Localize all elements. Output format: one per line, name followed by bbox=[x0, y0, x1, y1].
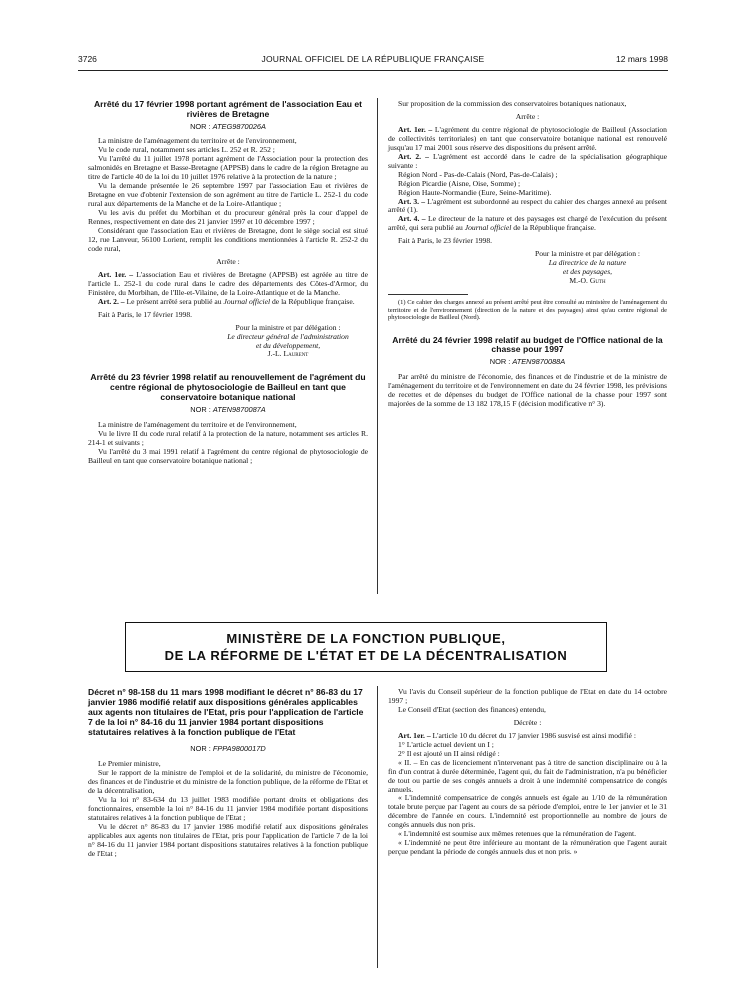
decret-title: Décret n° 98-158 du 11 mars 1998 modifiant le décret n° 86-83 du 17 janvier 1986 modifié relatif aux dispositions générales applicables aux agents non titulaires de l'Etat, pris pour l'application de l'article 7 de la loi n° 84-16 du 11 janvier 1984 portant dispositions statutaires relatives à la fonction publique de l'Etat bbox=[88, 687, 364, 737]
arrete1-para: Vu les avis du préfet du Morbihan et du procureur général près la cour d'appel de Rennes, respectivement en date des 21 janvier 1997 et 10 décembre 1997 ; bbox=[88, 208, 368, 227]
column-divider bbox=[377, 98, 378, 594]
ministry-banner bbox=[125, 622, 607, 672]
arrete1-signature-intro: Pour la ministre et par délégation : bbox=[235, 322, 341, 332]
arrete2-title: Arrêté du 23 février 1998 relatif au renouvellement de l'agrément du centre régional de phytosociologie de Bailleul en tant que conservatoire botanique national bbox=[90, 372, 366, 403]
arrete2-fait: Fait à Paris, le 23 février 1998. bbox=[398, 236, 493, 246]
arrete2-para: Vu l'arrêté du 3 mai 1991 relatif à l'agrément du centre régional de phytosociologie de Bailleul en tant que conservatoire botanique national ; bbox=[88, 446, 368, 465]
decret-para: Vu le décret n° 86-83 du 17 janvier 1986 modifié relatif aux dispositions générales applicables aux agents non titulaires de l'Etat, pris pour l'application de l'article 7 de la loi n° 84-16 du 11 janvier 1984 portant dispositions statutaires relatives à la fonction publique de l'Etat ; bbox=[88, 821, 368, 858]
footnote-separator bbox=[388, 294, 468, 295]
page-number: 3726 bbox=[78, 54, 97, 64]
arrete1-title: Arrêté du 17 février 1998 portant agrément de l'association Eau et rivières de Bretagne bbox=[93, 99, 363, 119]
decret-para: Vu la loi n° 83-634 du 13 juillet 1983 modifiée portant droits et obligations des fonctionnaires, ensemble la loi n° 84-16 du 11 janvier 1984 modifiée portant dispositions statutaires relatives à la fonction publique de l'Etat ; bbox=[88, 794, 368, 822]
arrete1-fait: Fait à Paris, le 17 février 1998. bbox=[98, 309, 193, 319]
arrete3-text: Par arrêté du ministre de l'économie, des finances et de l'industrie et de la ministre de l'aménagement du territoire et de l'environnement en date du 24 février 1998, les prévisions de recettes et de dépenses du budget de l'Office national de la chasse pour 1997 sont majorées de la somme de 13 182 178,15 F (décision modificative n° 3). bbox=[388, 372, 667, 408]
arrete1-signature-name: J.-L. Laurent bbox=[267, 349, 309, 359]
arrete1-arrete-label: Arrête : bbox=[216, 256, 240, 266]
decret-para: Sur le rapport de la ministre de l'emploi et de la solidarité, du ministre de l'économie, des finances et de l'industrie et du ministre de la fonction publique, de la réforme de l'Etat et de la décentralisation, bbox=[88, 768, 368, 795]
decret-quote: « II. – En cas de licenciement n'intervenant pas à titre de sanction disciplinaire ou à la fin d'un contrat à durée déterminée, l'agent qui, du fait de l'administration, n'a pu bénéficier de tout ou partie de ses congés annuels a droit à une indemnité compensatrice de congés annuels. bbox=[388, 757, 667, 794]
left-column-upper bbox=[88, 100, 368, 466]
arrete1-nor: NOR : ATEG9870026A bbox=[190, 121, 266, 131]
decret-quote: « L'indemnité est soumise aux mêmes retenues que la rémunération de l'agent. bbox=[398, 829, 637, 839]
decret-intro: Le Premier ministre, bbox=[98, 759, 161, 769]
arrete1-para: La ministre de l'aménagement du territoire et de l'environnement, bbox=[98, 136, 297, 146]
arrete1-para: Vu le code rural, notamment ses articles L. 252 et R. 252 ; bbox=[98, 145, 275, 155]
arrete1-article-2: Art. 2. – Le présent arrêté sera publié au Journal officiel de la République française. bbox=[98, 296, 355, 306]
decret-quote: « L'indemnité ne peut être inférieure au montant de la rémunération que l'agent aurait perçue pendant la période de congés annuels dus et non pris. » bbox=[388, 838, 667, 857]
decret-item: 2° Il est ajouté un II ainsi rédigé : bbox=[398, 748, 500, 758]
arrete2-signature-role: La directrice de la nature bbox=[548, 258, 627, 268]
column-divider bbox=[377, 686, 378, 968]
arrete2-signature-intro: Pour la ministre et par délégation : bbox=[534, 249, 641, 259]
right-column-upper bbox=[388, 100, 667, 409]
page-header bbox=[78, 54, 668, 68]
region-item: Région Picardie (Aisne, Oise, Somme) ; bbox=[398, 178, 521, 188]
decret-decrete-label: Décrète : bbox=[513, 717, 542, 727]
decret-nor: NOR : FPPA9800017D bbox=[190, 744, 266, 754]
issue-date: 12 mars 1998 bbox=[616, 54, 668, 64]
arrete3-title: Arrêté du 24 février 1998 relatif au budget de l'Office national de la chasse pour 1997 bbox=[392, 334, 663, 355]
header-rule bbox=[78, 70, 668, 71]
region-list bbox=[388, 171, 667, 198]
arrete1-signature-role: Le directeur général de l'administration bbox=[227, 331, 349, 341]
arrete2-nor: NOR : ATEN9870087A bbox=[190, 405, 266, 415]
arrete1-para: Vu l'arrêté du 11 juillet 1978 portant agrément de l'Association pour la protection des salmonidés en Bretagne et Basse-Bretagne (APPSB) dans le cadre de la région Bretagne au titre de l'article 40 de la loi du 10 juillet 1976 relative à la protection de la nature ; bbox=[88, 154, 368, 182]
arrete2-para: La ministre de l'aménagement du territoire et de l'environnement, bbox=[98, 419, 297, 429]
arrete1-signature-role: et du développement, bbox=[255, 340, 321, 350]
arrete2-para: Vu le livre II du code rural relatif à la protection de la nature, notamment ses articles R. 214-1 et suivants ; bbox=[88, 428, 368, 447]
ministry-banner-line: DE LA RÉFORME DE L'ÉTAT ET DE LA DÉCENTRALISATION bbox=[164, 648, 568, 663]
decret-article-1: Art. 1er. – L'article 10 du décret du 17 janvier 1986 susvisé est ainsi modifié : bbox=[398, 730, 636, 740]
left-column-lower bbox=[88, 688, 368, 859]
right-column-lower bbox=[388, 688, 667, 857]
decret-quote: « L'indemnité compensatrice de congés annuels est égale au 1/10 de la rémunération totale brute perçue par l'agent au cours de sa période d'emploi, entre le 1er janvier et le 31 décembre de l'année en cours. L'indemnité est proportionnelle au nombre de jours de congés annuels dus non pris. bbox=[388, 793, 667, 830]
arrete1-article-1: Art. 1er. – L'association Eau et rivières de Bretagne (APPSB) est agréée au titre de l'article L. 252-1 du code rural dans le cadre des départements des Côtes-d'Armor, du Finistère, du Morbihan, de l'Ille-et-Vilaine, de la Loire-Atlantique et de la Manche. bbox=[88, 269, 368, 297]
arrete1-para: Vu la demande présentée le 26 septembre 1997 par l'association Eau et rivières de Bretagne en vue d'obtenir l'extension de son agrément au titre de l'article L. 252-1 du code rural aux départements de la Manche et de la Loire-Atlantique ; bbox=[88, 181, 368, 209]
journal-title: JOURNAL OFFICIEL DE LA RÉPUBLIQUE FRANÇAISE bbox=[261, 54, 485, 64]
decret-para: Vu l'avis du Conseil supérieur de la fonction publique de l'Etat en date du 14 octobre 1997 ; bbox=[388, 687, 667, 705]
arrete2-footnote: (1) Ce cahier des charges annexé au présent arrêté peut être consulté au ministère de l'aménagement du territoire et de l'environnement (direction de la nature et des paysages) ainsi qu'au centre régional de phytosociologie de Bailleul (Nord). bbox=[388, 299, 667, 322]
region-item: Région Nord - Pas-de-Calais (Nord, Pas-de-Calais) ; bbox=[398, 169, 558, 179]
arrete2-signature-name: M.-O. Guth bbox=[569, 276, 606, 286]
arrete2-arrete-label: Arrête : bbox=[515, 111, 540, 121]
decret-item: 1° L'article actuel devient un I ; bbox=[398, 739, 494, 749]
ministry-banner-line: MINISTÈRE DE LA FONCTION PUBLIQUE, bbox=[226, 631, 506, 646]
arrete2-article-4: Art. 4. – Le directeur de la nature et des paysages est chargé de l'exécution du présent arrêté, qui sera publié au Journal officiel de la République française. bbox=[388, 214, 667, 233]
arrete1-para: Considérant que l'association Eau et rivières de Bretagne, dont le siège social est situé 12, rue Lanveur, 56100 Lorient, remplit les conditions mentionnées à l'article R. 252-2 du code rural, bbox=[88, 226, 368, 253]
arrete2-article-1: Art. 1er. – L'agrément du centre régional de phytosociologie de Bailleul (Association de collectivités territoriales) en tant que conservatoire botanique national est renouvelé jusqu'au 17 mai 2001 sous réserve des dispositions du présent arrêté. bbox=[388, 124, 667, 152]
arrete2-signature-role: et des paysages, bbox=[562, 267, 613, 277]
arrete2-para: Sur proposition de la commission des conservatoires botaniques nationaux, bbox=[398, 99, 627, 108]
decret-para: Le Conseil d'Etat (section des finances) entendu, bbox=[398, 704, 546, 714]
arrete3-nor: NOR : ATEN9870088A bbox=[489, 357, 566, 367]
arrete2-article-2: Art. 2. – L'agrément est accordé dans le cadre de la spécialisation géographique suivante : bbox=[388, 151, 667, 170]
arrete2-article-3: Art. 3. – L'agrément est subordonné au respect du cahier des charges annexé au présent arrêté (1). bbox=[388, 196, 667, 215]
region-item: Région Haute-Normandie (Eure, Seine-Maritime). bbox=[398, 187, 552, 197]
